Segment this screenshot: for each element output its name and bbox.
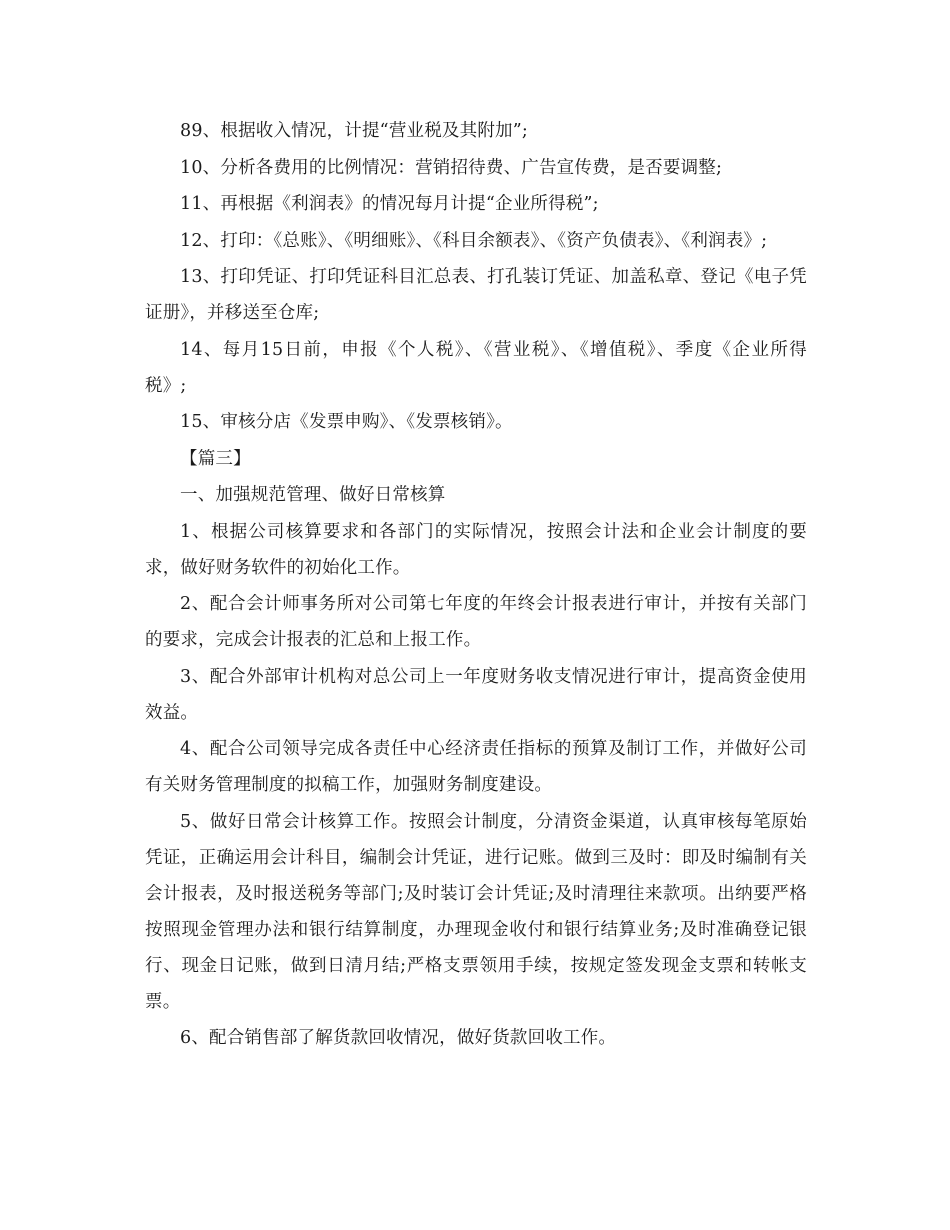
paragraph-item-12: 12、打印：《总账》、《明细账》、《科目余额表》、《资产负债表》、《利润表》; xyxy=(180,230,768,251)
paragraph-item-11: 11、再根据《利润表》的情况每月计提“企业所得税”; xyxy=(180,194,599,214)
paragraph-item-89: 89、根据收入情况，计提“营业税及其附加”; xyxy=(180,121,528,141)
paragraph-item-10: 10、分析各费用的比例情况：营销招待费、广告宣传费，是否要调整; xyxy=(180,157,723,178)
paragraph-item-2: 2、配合会计师事务所对公司第七年度的年终会计报表进行审计，并按有关部门的要求，完成会计报表的汇总和上报工作。 xyxy=(145,594,807,650)
paragraph-item-13: 13、打印凭证、打印凭证科目汇总表、打孔装订凭证、加盖私章、登记《电子凭证册》，并移送至仓库; xyxy=(145,267,807,323)
subsection-heading: 一、加强规范管理、做好日常核算 xyxy=(180,485,446,505)
paragraph-item-6: 6、配合销售部了解货款回收情况，做好货款回收工作。 xyxy=(180,1028,617,1048)
paragraph-item-4: 4、配合公司领导完成各责任中心经济责任指标的预算及制订工作，并做好公司有关财务管理制度的拟稿工作，加强财务制度建设。 xyxy=(145,739,807,795)
paragraph-item-14: 14、每月15日前，申报《个人税》、《营业税》、《增值税》、季度《企业所得税》; xyxy=(145,339,807,396)
paragraph-item-1: 1、根据公司核算要求和各部门的实际情况，按照会计法和企业会计制度的要求，做好财务软件的初始化工作。 xyxy=(145,521,807,578)
paragraph-item-5: 5、做好日常会计核算工作。按照会计制度，分清资金渠道，认真审核每笔原始凭证，正确运用会计科目，编制会计凭证，进行记账。做到三及时：即及时编制有关会计报表，及时报送税务等部门;及时装订会计凭证;及时清理往来款项。出纳要严格按照现金管理办法和银行结算制度，办理现金收付和银行结算业务;及时准确登记银行、现金日记账，做到日清月结;严格支票领用手续，按规定签发现金支票和转帐支票。 xyxy=(145,811,807,1012)
paragraph-item-15: 15、审核分店《发票申购》、《发票核销》。 xyxy=(180,412,513,432)
paragraph-item-3: 3、配合外部审计机构对总公司上一年度财务收支情况进行审计，提高资金使用效益。 xyxy=(145,666,807,723)
section-heading: 【篇三】 xyxy=(180,448,251,469)
document-body xyxy=(145,113,807,1057)
